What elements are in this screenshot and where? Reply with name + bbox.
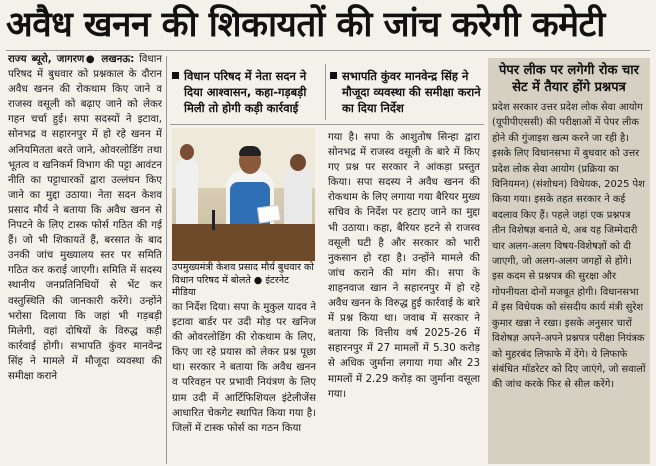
article-text-3: गया है। सपा के आशुतोष सिन्हा द्वारा सोनभद्र में राजस्व वसूली के बारे में किए गए प्रश्न पर सरकार ने आंकड़ा प्रस्तुत किया। सपा सदस्य ने अवैध खनन की रोकथाम के लिए लगाया गया बैरियर मुख्य सचिव के निर्देश पर हटाए जाने का मुद्दा भी उठाया। कहा, बैरियर हटने से राजस्व वसूली घटी है और सरकार को भारी नुकसान हो रहा है। उन्होंने मामले की जांच कराने की मांग की। सपा के शाहनवाज खान ने सहारनपुर में हो रहे अवैध खनन के विरुद्ध हुई कार्रवाई के बारे में प्रश्न किया था। जवाब में सरकार ने बताया कि वित्तीय वर्ष 2025-26 में सहारनपुर में 27 मामलों में 5.30 करोड़ से अधिक जुर्माना लगाया गया और 23 मामलों में 2.29 करोड़ का जुर्माना वसूला गया।: [328, 132, 480, 400]
column-divider-1: [166, 56, 167, 464]
sidebar-story: [488, 58, 650, 464]
article-column-3: [328, 130, 480, 464]
article-text-1: विधान परिषद में बुधवार को प्रश्नकाल के दौरान अवैध खनन की रोकथाम किए जाने व राजस्व वसूली को बढ़ाए जाने को लेकर गहन चर्चा हुई। सपा सदस्यों ने इटावा, सोनभद्र व सहारनपुर में हो रहे खनन में अनियमितता बरते जाने, ओवरलोडिंग तथा भूतत्व व खनिकर्म विभाग की पट्टा आवंटन नीति का पट्टाधारकों द्वारा उल्लंघन किए जाने का मुद्दा उठाया। नेता सदन केशव प्रसाद मौर्य ने बताया कि अवैध खनन से निपटने के लिए टास्क फोर्स गठित की गई हैं। जो भी शिकायतें हैं, बरसात के बाद उनकी जांच मुख्यालय स्तर पर समिति गठित कर कराई जाएगी। समिति में सदस्य स्थानीय जनप्रतिनिधियों से भेंट कर वस्तुस्थिति की जानकारी करेंगे। उन्होंने भरोसा दिलाया कि जहां भी गड़बड़ी मिलेगी, वहां दोषियों के विरुद्ध कड़ी कार्रवाई होगी। सभापति कुंवर मानवेन्द्र सिंह ने मामले में मौजूदा व्यवस्था की समीक्षा कराने: [8, 54, 162, 382]
photo-caption: उपमुख्यमंत्री केशव प्रसाद मौर्य बुधवार को विधान परिषद में बोलते ● इंटरनेट मीडिया: [172, 262, 314, 298]
headline: अवैध खनन की शिकायतों की जांच करेगी कमेटी: [6, 5, 605, 45]
article-text-2: का निर्देश दिया। सपा के मुकुल यादव ने इटावा बार्डर पर उदी मोड़ पर खनिज की ओवरलोडिंग की रोकथाम के लिए, किए जा रहे प्रयास को लेकर प्रश्न पूछा था। सरकार ने बताया कि अवैध खनन व परिवहन पर प्रभावी नियंत्रण के लिए ग्राम उदी में आर्टिफिशियल इंटेलीजेंस आधारित चेकगेट स्थापित किया गया है। जिलों में टास्क फोर्स का गठन किया: [172, 302, 316, 434]
sidebar-text: प्रदेश सरकार उत्तर प्रदेश लोक सेवा आयोग (यूपीपीएससी) की परीक्षाओं में पेपर लीक होने की गुंजाइश खत्म करने जा रही है। इसके लिए विधानसभा में बुधवार को उत्तर प्रदेश लोक सेवा आयोग (प्रक्रिया का विनियमन) (संशोधन) विधेयक, 2025 पेश किया गया। इसके तहत सरकार ने कई बदलाव किए हैं। पहले जहां एक प्रश्नपत्र तीन विशेषज्ञ बनाते थे, अब यह जिम्मेदारी चार अलग-अलग विषय-विशेषज्ञों को दी जाएगी, जो अलग-अलग जगहों से होंगे। इस कदम से प्रश्नपत्र की सुरक्षा और गोपनीयता दोनों मजबूत होगी। विधानसभा में इस विधेयक को संसदीय कार्य मंत्री सुरेश कुमार खन्ना ने रखा। इसके अनुसार चारों विशेषज्ञ अपने-अपने प्रश्नपत्र परीक्षा नियंत्रक को मुहरबंद लिफाफे में देंगे। ये लिफाफे संबंधित मॉडरेटर को दिए जाएंगे, जो सवालों की जांच करके फिर से सील करेंगे।: [492, 102, 646, 391]
sidebar-headline: पेपर लीक पर लगेगी रोक चार सेट में तैयार होंगे प्रश्नपत्र: [498, 63, 639, 95]
headline-rule: [6, 50, 650, 51]
square-bullet-icon: [172, 72, 179, 79]
square-bullet-icon: [330, 72, 337, 79]
article-column-2: [172, 300, 316, 464]
article-column-1: [8, 52, 162, 464]
dateline: राज्य ब्यूरो, जागरण● लखनऊ:: [8, 54, 135, 65]
subhead-left: [172, 68, 322, 116]
subhead-left-text: विधान परिषद में नेता सदन ने दिया आश्वासन, कहा-गड़बड़ी मिली तो होगी कड़ी कार्रवाई: [184, 69, 307, 115]
subhead-divider: [325, 64, 326, 120]
subhead-right: [330, 68, 482, 116]
article-body-1: [8, 52, 162, 384]
subhead-right-text: सभापति कुंवर मानवेन्द्र सिंह ने मौजूदा व्यवस्था की समीक्षा कराने का दिया निर्देश: [342, 69, 481, 115]
subhead-bottom-rule: [170, 124, 484, 125]
news-photo: [172, 128, 315, 261]
